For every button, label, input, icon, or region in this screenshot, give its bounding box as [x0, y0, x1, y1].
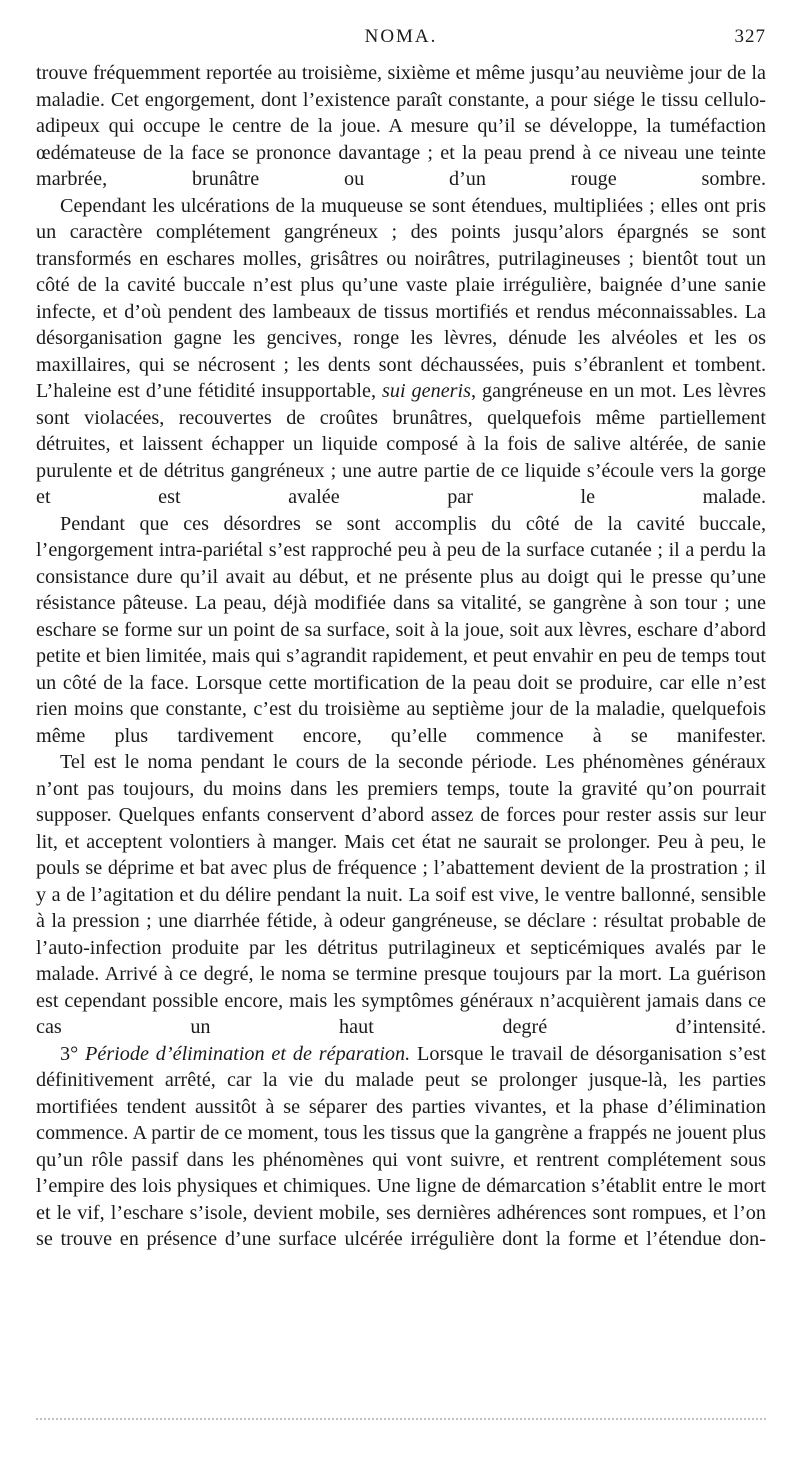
paragraph: Tel est le noma pendant le cours de la seconde période. Les phénomènes généraux n’ont pas toujours, du moins dans les premiers temps, toute la gravité qu’on pourrait supposer. Quelques enfants conservent d’abord assez de forces pour rester assis sur leur lit, et acceptent volontiers à manger. Mais cet état ne saurait se prolonger. Peu à peu, le pouls se déprime et bat avec plus de fréquence ; l’abattement devient de la prostration ; il y a de l’agitation et du délire pendant la nuit. La soif est vive, le ventre ballonné, sensible à la pression ; une diarrhée fétide, à odeur gangréneuse, se déclare : résultat probable de l’auto-infection produite par les détritus putrilagineux et septicémiques avalés par le malade. Arrivé à ce degré, le noma se termine presque toujours par la mort. La guérison est cependant possible encore, mais les symptômes généraux n’acquièrent jamais dans ce cas un haut degré d’intensité.: [36, 751, 766, 1038]
paragraph-period-three: [36, 1041, 766, 1253]
italic-term: sui generis: [382, 380, 471, 402]
running-head: [36, 26, 766, 56]
paragraph-text: Lorsque le travail de désorganisation s’est définitivement arrêté, car la vie du malade peut se prolonger jusque-là, les parties mortifiées tendent aussitôt à se séparer des parties vivantes, et la phase d’élimination commence. A partir de ce moment, tous les tissus que la gangrène a frappés ne jouent plus qu’un rôle passif dans les phénomènes qui vont suivre, et rentrent complétement sous l’empire des lois physiques et chimiques. Une ligne de démarcation s’établit entre le mort et le vif, l’eschare s’isole, devient mobile, ses dernières adhérences sont rompues, et l’on se trouve en présence d’une surface ulcérée irrégulière dont la forme et l’étendue don-: [36, 1042, 766, 1250]
paragraph: Cependant les ulcérations de la muqueuse se sont étendues, multipliées ; elles ont pris un caractère complétement gangréneux ; des points jusqu’alors épargnés se sont transformés en eschares molles, grisâtres ou noirâtres, putrilagineuses ; bientôt tout un côté de la cavité buccale n’est plus qu’une vaste plaie irrégulière, baignée d’une sanie infecte, et d’où pendent des lambeaux de tissus mortifiés et rendus méconnaissables. La désorganisation gagne les gencives, ronge les lèvres, dénude les alvéoles et les os maxillaires, qui se nécrosent ; les dents sont déchaussées, puis s’ébranlent et tombent. L’haleine est d’une fétidité insupportable, sui generis, gangréneuse en un mot. Les lèvres sont violacées, recouvertes de croûtes brunâtres, quelquefois même partiellement détruites, et laissent échapper un liquide composé à la fois de salive altérée, de sanie purulente et de détritus gangréneux ; une autre partie de ce liquide s’écoule vers la gorge et est avalée par le malade.: [36, 194, 766, 508]
body-text: [36, 60, 766, 1253]
footer-rule: [36, 1418, 766, 1420]
section-number: 3°: [60, 1042, 86, 1065]
page-number: 327: [734, 26, 766, 47]
paragraph-continuation: trouve fréquemment reportée au troisième, sixième et même jusqu’au neuvième jour de la maladie. Cet engorgement, dont l’existence paraît constante, a pour siége le tissu cellulo-adipeux qui occupe le centre de la joue. A mesure qu’il se développe, la tuméfaction œdémateuse de la face se prononce davantage ; et la peau prend à ce niveau une teinte marbrée, brunâtre ou d’un rouge sombre.: [36, 62, 766, 190]
paragraph: Pendant que ces désordres se sont accomplis du côté de la cavité buccale, l’engorgement intra-pariétal s’est rapproché peu à peu de la surface cutanée ; il a perdu la consistance dure qu’il avait au début, et ne présente plus au doigt qui le presse qu’une résistance pâteuse. La peau, déjà modifiée dans sa vitalité, se gangrène à son tour ; une eschare se forme sur un point de sa surface, soit à la joue, soit aux lèvres, eschare d’abord petite et bien limitée, mais qui s’agrandit rapidement, et peut envahir en peu de temps tout un côté de la face. Lorsque cette mortification de la peau doit se produire, car elle n’est rien moins que constante, c’est du troisième au septième jour de la maladie, quelquefois même plus tardivement encore, qu’elle commence à se manifester.: [36, 512, 766, 747]
section-heading: Période d’élimination et de réparation.: [85, 1042, 411, 1065]
running-title: NOMA.: [364, 26, 438, 47]
